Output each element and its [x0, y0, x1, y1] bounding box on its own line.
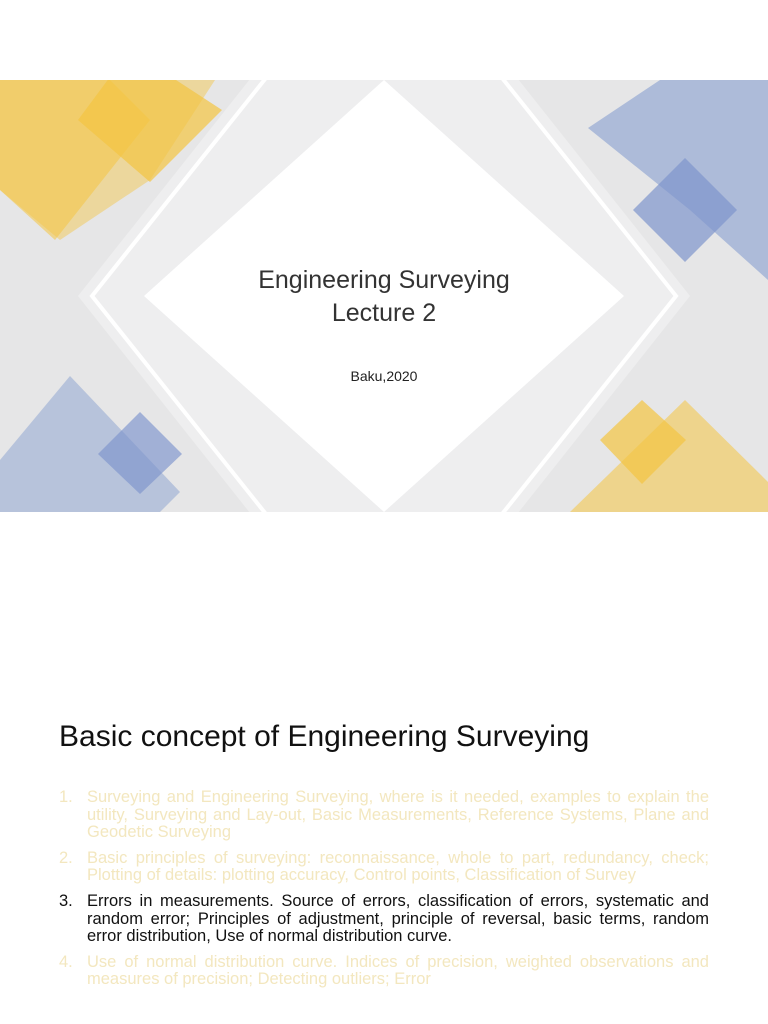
agenda-title: Basic concept of Engineering Surveying: [59, 720, 590, 753]
title-slide: [0, 80, 768, 512]
agenda-item-number: 1.: [59, 788, 73, 806]
agenda-item-current: [59, 893, 709, 946]
agenda-item-text: Use of normal distribution curve. Indices of precision, weighted observations and measures of precision; Detecting outliers; Error: [87, 952, 709, 989]
title-block: [0, 264, 768, 330]
agenda-item-number: 4.: [59, 952, 73, 971]
lecture-number: Lecture 2: [331, 299, 437, 327]
agenda-list: [59, 789, 709, 997]
agenda-item: [59, 789, 709, 842]
agenda-item-number: 3.: [59, 891, 73, 910]
agenda-item: [59, 850, 709, 885]
location-date: Baku,2020: [350, 368, 418, 384]
agenda-slide: [0, 592, 768, 1024]
agenda-item: [59, 954, 709, 989]
agenda-item-text: Errors in measurements. Source of errors, classification of errors, systematic and random error; Principles of adjustment, principle of reversal, basic terms, random error distribution, Use of normal distribution curve.: [87, 891, 709, 946]
agenda-item-text: Basic principles of surveying: reconnaissance, whole to part, redundancy, check; Plotting of details: plotting accuracy, Control points, Classification of Survey: [87, 848, 709, 885]
lecture-title: Engineering Surveying: [258, 266, 510, 294]
agenda-item-number: 2.: [59, 848, 73, 867]
agenda-item-text: Surveying and Engineering Surveying, where is it needed, examples to explain the utility, Surveying and Lay-out, Basic Measurements, Reference Systems, Plane and Geodetic Surveying: [87, 788, 709, 842]
